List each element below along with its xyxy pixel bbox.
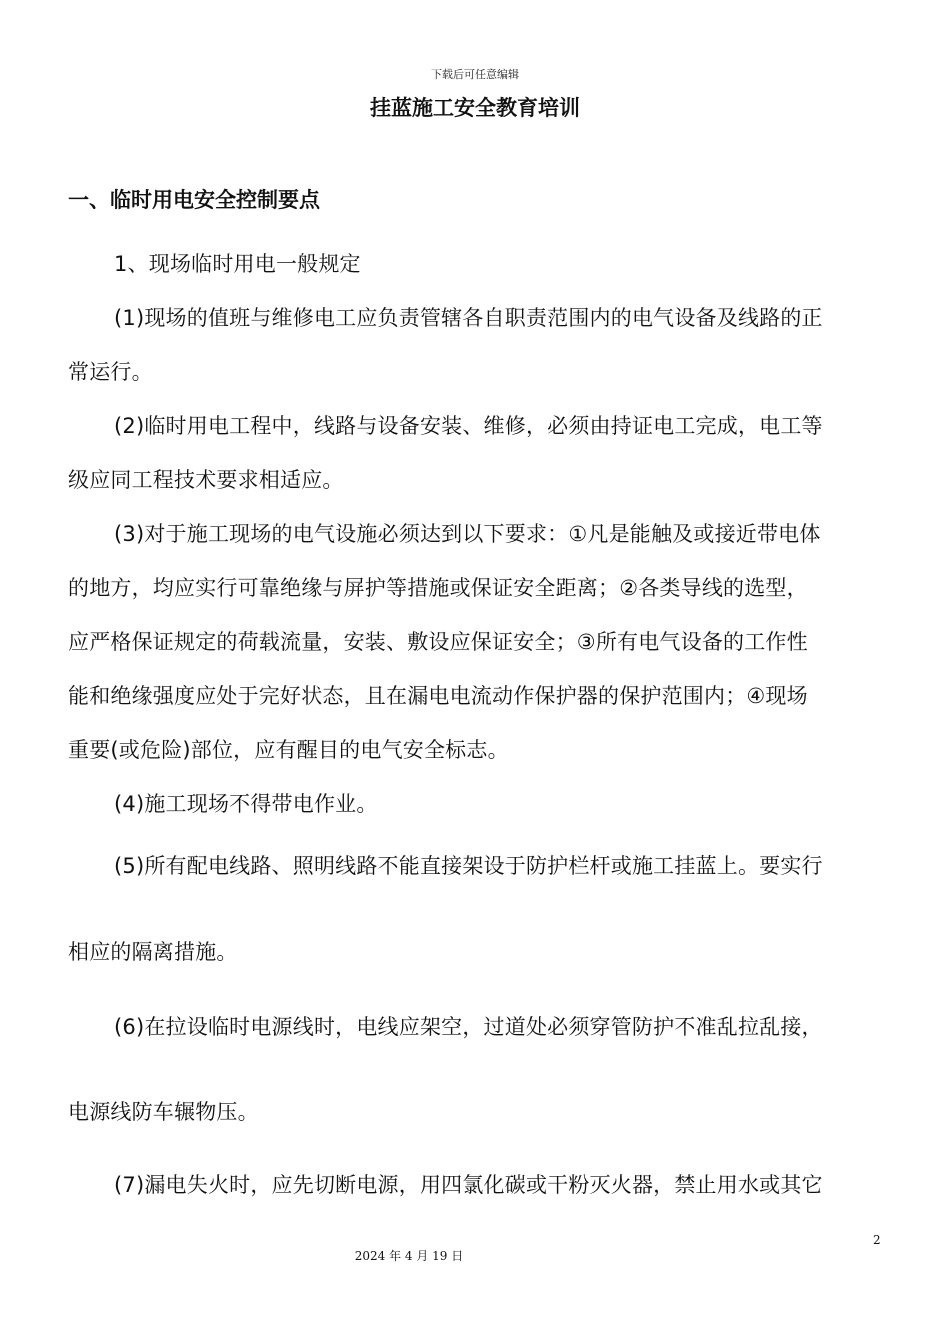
paragraph-line: 常运行。 bbox=[68, 360, 153, 384]
section-heading: 一、临时用电安全控制要点 bbox=[68, 188, 320, 212]
page-number: 2 bbox=[873, 1233, 881, 1247]
paragraph-line: (4)施工现场不得带电作业。 bbox=[114, 792, 378, 816]
subsection-heading: 1、现场临时用电一般规定 bbox=[114, 252, 361, 276]
header-note: 下载后可任意编辑 bbox=[431, 68, 519, 81]
paragraph-line: 应严格保证规定的荷载流量，安装、敷设应保证安全；③所有电气设备的工作性 bbox=[68, 630, 808, 654]
paragraph-line: 的地方，均应实行可靠绝缘与屏护等措施或保证安全距离；②各类导线的选型， bbox=[68, 576, 808, 600]
footer-date: 2024 年 4 月 19 日 bbox=[354, 1249, 464, 1263]
paragraph-line: 重要(或危险)部位，应有醒目的电气安全标志。 bbox=[68, 738, 509, 762]
paragraph-line: (7)漏电失火时，应先切断电源，用四氯化碳或干粉灭火器，禁止用水或其它 bbox=[114, 1173, 823, 1197]
paragraph-line: 电源线防车辗物压。 bbox=[68, 1100, 259, 1124]
paragraph-line: (1)现场的值班与维修电工应负责管辖各自职责范围内的电气设备及线路的正 bbox=[114, 306, 823, 330]
paragraph-line: (3)对于施工现场的电气设施必须达到以下要求：①凡是能触及或接近带电体 bbox=[114, 522, 821, 546]
paragraph-line: (2)临时用电工程中，线路与设备安装、维修，必须由持证电工完成，电工等 bbox=[114, 414, 823, 438]
paragraph-line: (5)所有配电线路、照明线路不能直接架设于防护栏杆或施工挂蓝上。要实行 bbox=[114, 854, 823, 878]
paragraph-line: (6)在拉设临时电源线时，电线应架空，过道处必须穿管防护不准乱拉乱接， bbox=[114, 1015, 823, 1039]
document-title: 挂蓝施工安全教育培训 bbox=[370, 96, 580, 120]
paragraph-line: 能和绝缘强度应处于完好状态，且在漏电电流动作保护器的保护范围内；④现场 bbox=[68, 684, 808, 708]
paragraph-line: 相应的隔离措施。 bbox=[68, 940, 238, 964]
paragraph-line: 级应同工程技术要求相适应。 bbox=[68, 468, 344, 492]
